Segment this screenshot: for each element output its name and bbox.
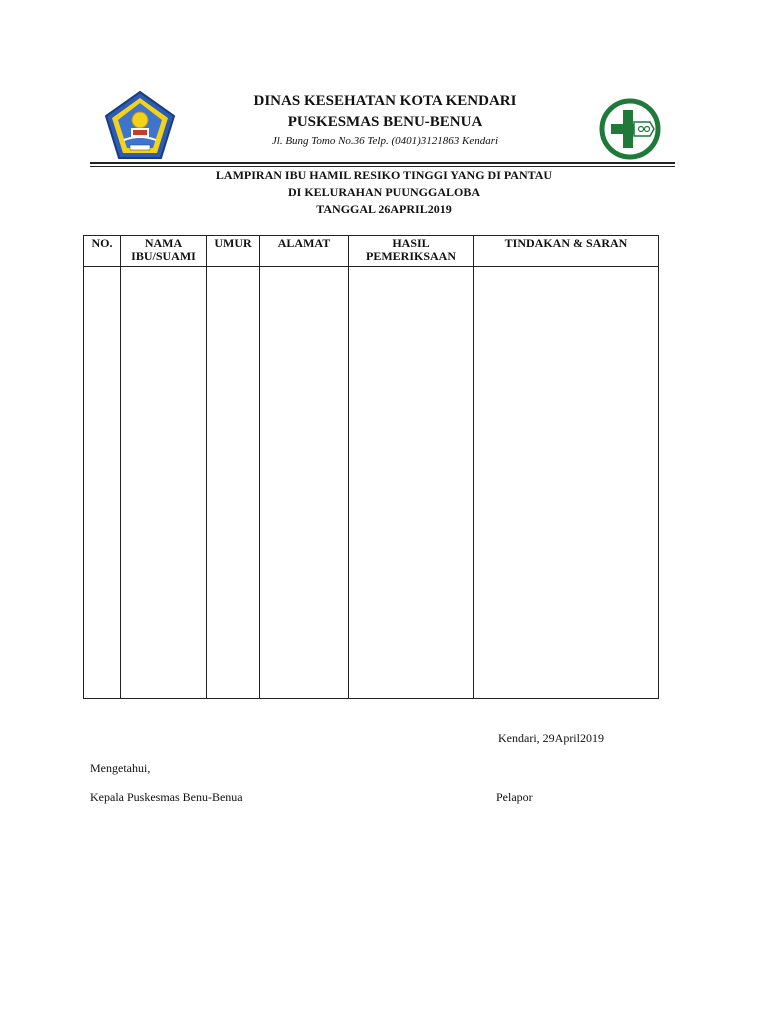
header-divider: [90, 162, 675, 164]
table-cell: [349, 267, 474, 699]
signature-place-date: Kendari, 29April2019: [498, 731, 604, 745]
puskesmas-cross-logo-icon: [596, 98, 664, 160]
column-label: ALAMAT: [277, 236, 331, 250]
table-cell: [207, 267, 260, 699]
kendari-city-emblem-icon: [104, 90, 176, 162]
column-label-line2: IBU/SUAMI: [131, 249, 196, 263]
unit-address: Jl. Bung Tomo No.36 Telp. (0401)3121863 Kendari: [271, 135, 499, 147]
column-header-result: [349, 236, 474, 267]
unit-name: PUSKESMAS BENU-BENUA: [287, 114, 483, 130]
reporter-signature-title: Pelapor: [496, 790, 533, 804]
acknowledge-label: Mengetahui,: [90, 761, 151, 775]
column-label-line2: PEMERIKSAAN: [365, 249, 456, 263]
column-label: NAMA: [144, 236, 183, 250]
agency-name: DINAS KESEHATAN KOTA KENDARI: [253, 93, 517, 109]
table-cell: [121, 267, 207, 699]
document-date: TANGGAL 26APRIL2019: [316, 202, 452, 216]
column-label: NO.: [91, 236, 113, 250]
column-label: UMUR: [214, 236, 252, 250]
monitoring-table: [83, 235, 659, 699]
table-row: [84, 267, 659, 699]
column-label: HASIL: [392, 236, 430, 250]
column-header-age: [207, 236, 260, 267]
table-header-row: [84, 236, 659, 267]
column-header-no: [84, 236, 121, 267]
column-header-address: [260, 236, 349, 267]
document-title: LAMPIRAN IBU HAMIL RESIKO TINGGI YANG DI PANTAU: [215, 168, 553, 182]
column-header-action: [474, 236, 659, 267]
table-cell: [84, 267, 121, 699]
table-cell: [260, 267, 349, 699]
head-signature-title: Kepala Puskesmas Benu-Benua: [90, 790, 243, 804]
header-divider-thin: [90, 166, 675, 167]
column-header-name: [121, 236, 207, 267]
document-location: DI KELURAHAN PUUNGGALOBA: [287, 185, 480, 199]
column-label: TINDAKAN & SARAN: [504, 236, 628, 250]
table-cell: [474, 267, 659, 699]
